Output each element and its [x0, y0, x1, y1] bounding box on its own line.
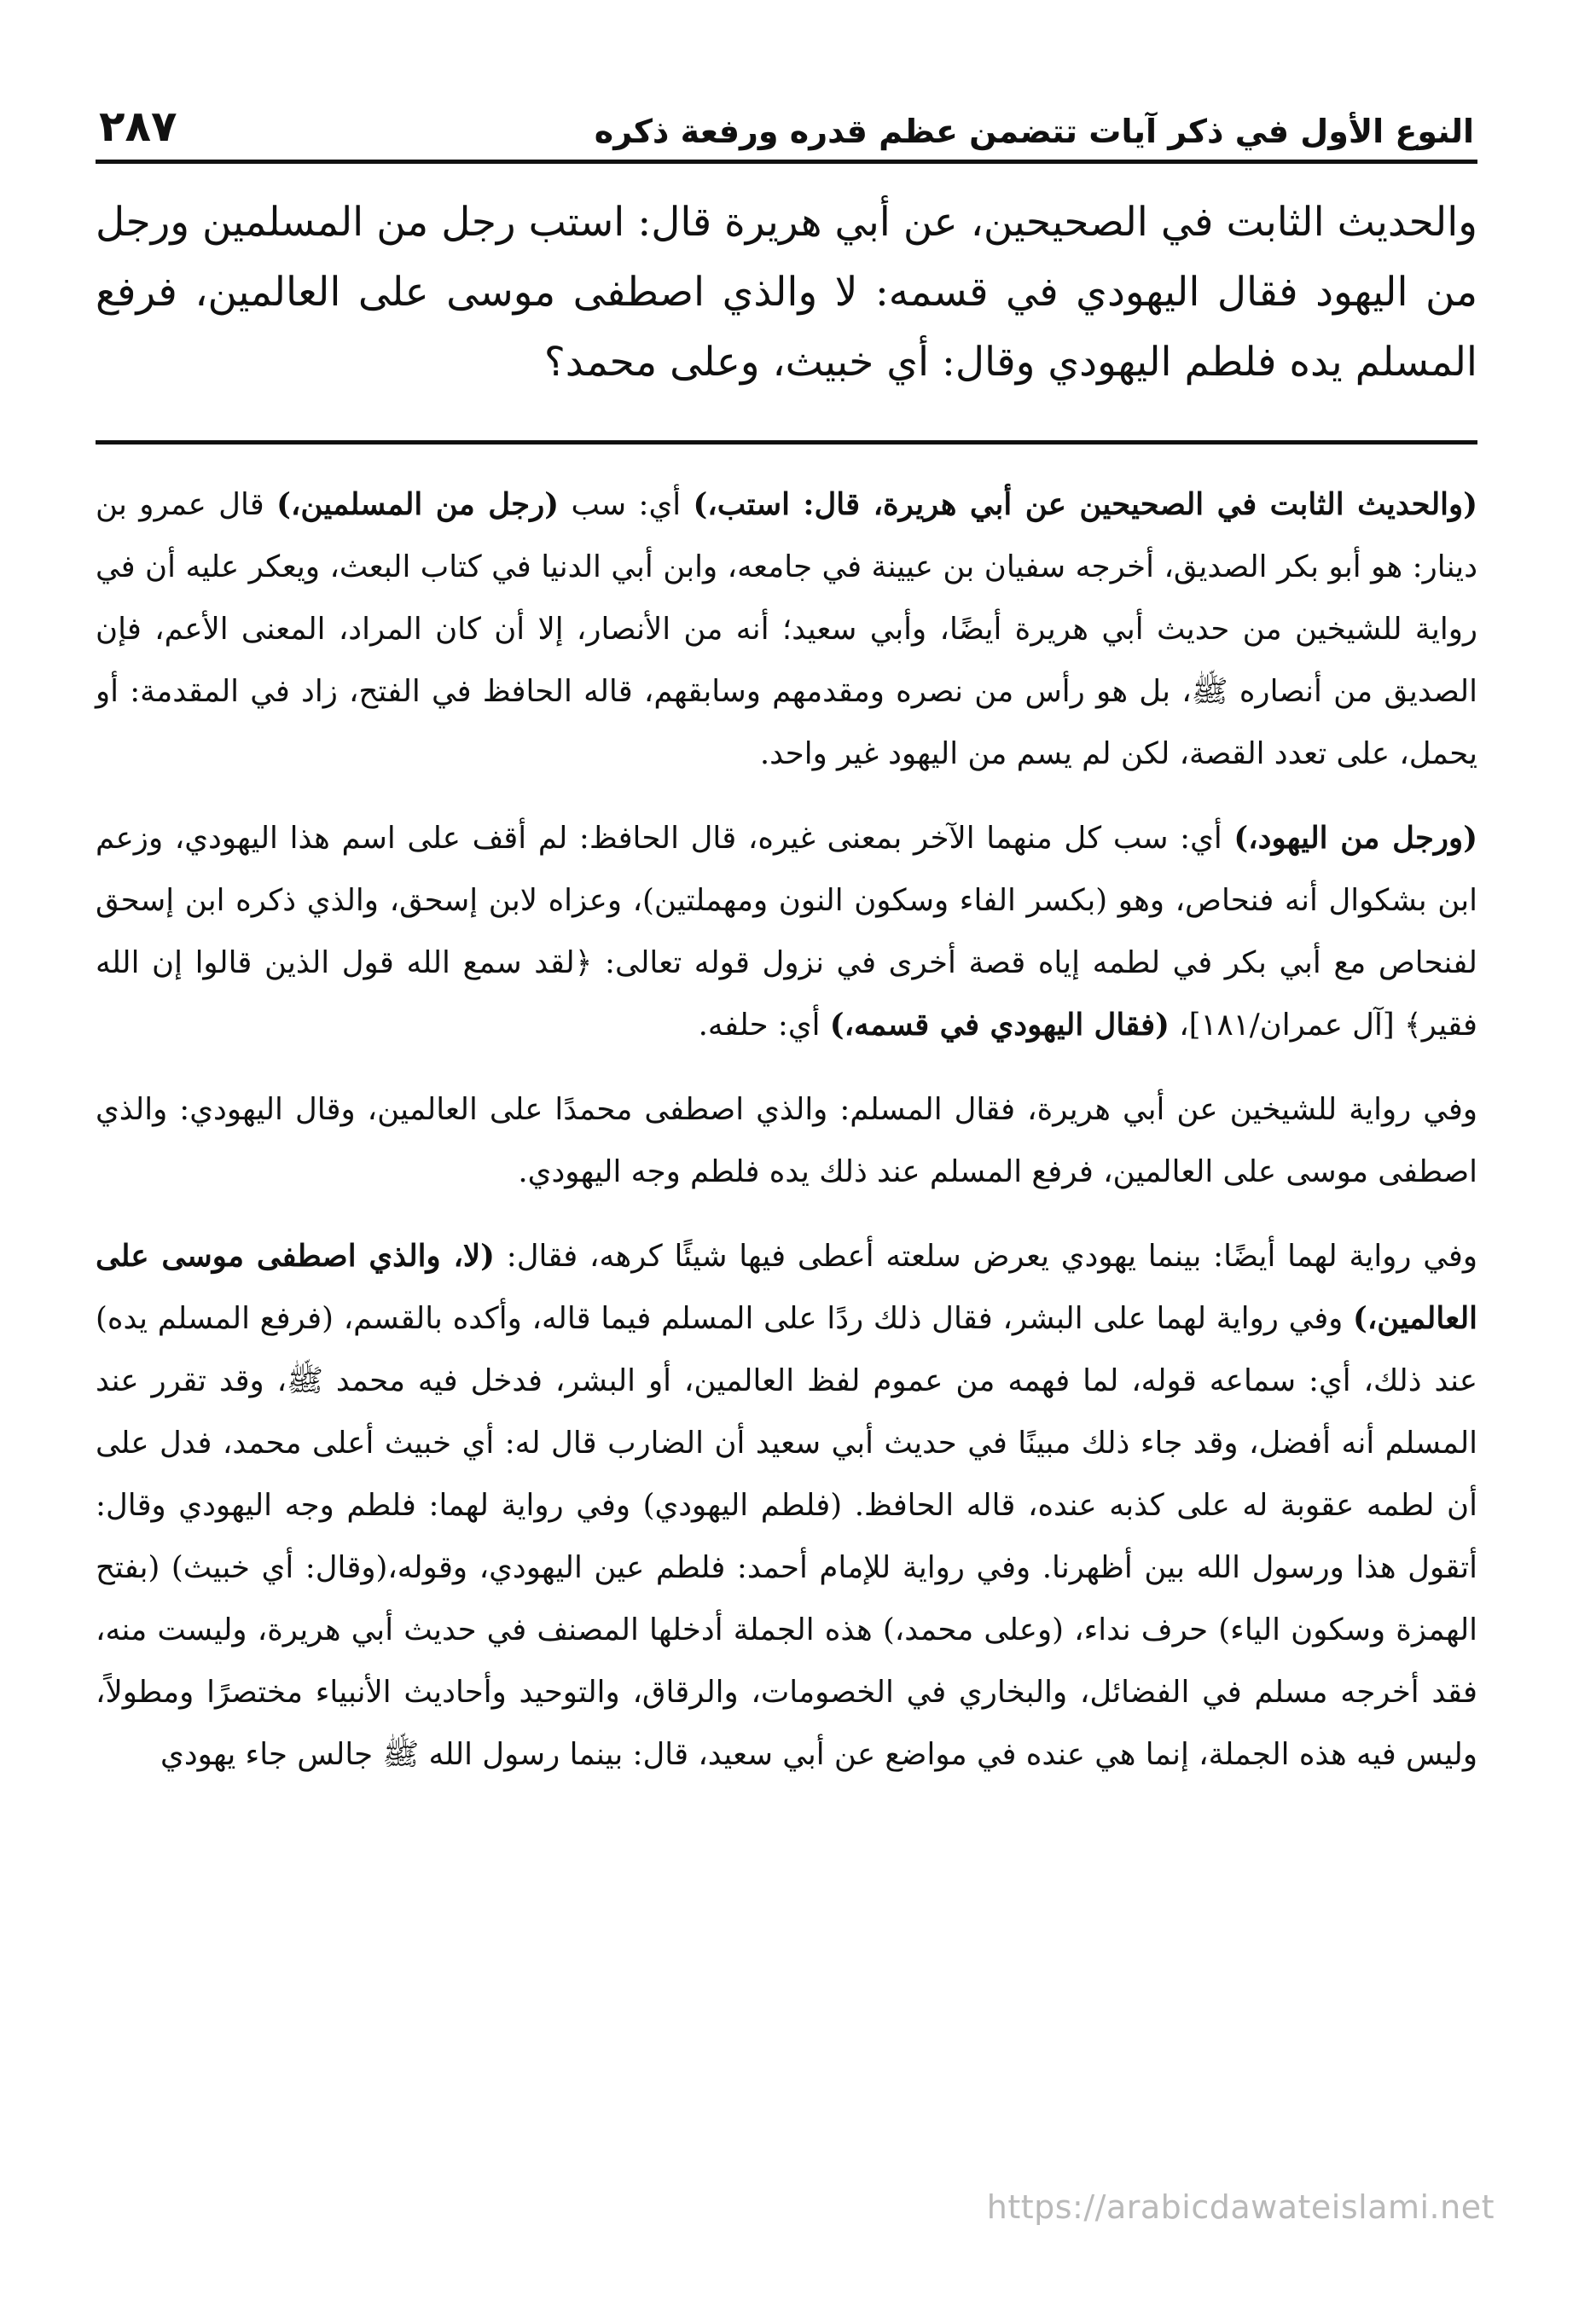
- quoted-lemma: (رجل من المسلمين،): [276, 487, 560, 522]
- commentary-paragraph: [96, 1078, 1477, 1203]
- quoted-lemma: (لا، والذي اصطفى موسى على العالمين،): [96, 1239, 1477, 1336]
- commentary-paragraph: [96, 807, 1477, 1056]
- chapter-title: النوع الأول في ذكر آيات تتضمن عظم قدره ورفعة ذكره: [594, 113, 1474, 150]
- page-number: ٢٨٧: [99, 102, 177, 151]
- commentary-text: أي: سب: [559, 487, 694, 522]
- commentary-text: وفي رواية لهما أيضًا: بينما يهودي يعرض سلعته أعطى فيها شيئًا كرهه، فقال:: [494, 1239, 1477, 1274]
- book-page: [96, 96, 1477, 2228]
- commentary-text: قال عمرو بن دينار: هو أبو بكر الصديق، أخرجه سفيان بن عيينة في جامعه، وابن أبي الدنيا في كتاب البعث، ويعكر عليه أن في رواية للشيخين من حديث أبي هريرة أيضًا، وأبي سعيد؛ أنه من الأنصار، إلا أن كان المراد، المعنى الأعم، فإن الصديق من أنصاره ﷺ، بل هو رأس من نصره ومقدمهم وسابقهم، قاله الحافظ في الفتح، زاد في المقدمة: أو يحمل، على تعدد القصة، لكن لم يسم من اليهود غير واحد.: [96, 487, 1477, 771]
- quoted-lemma: (فقال اليهودي في قسمه،): [829, 1008, 1170, 1043]
- commentary-paragraph: [96, 474, 1477, 785]
- quoted-lemma: (ورجل من اليهود،): [1233, 821, 1477, 856]
- watermark-url: https://arabicdawateislami.net: [986, 2188, 1495, 2226]
- commentary-text: أي: سب كل منهما الآخر بمعنى غيره، قال الحافظ: لم أقف على اسم هذا اليهودي، وزعم ابن بشكوال أنه فنحاص، وهو (بكسر الفاء وسكون النون ومهملتين)، وعزاه لابن إسحق، والذي ذكره ابن إسحق لفنحاص مع أبي بكر في لطمه إياه قصة أخرى في نزول قوله تعالى: ﴿لقد سمع الله قول الذين قالوا إن الله فقير﴾ [آل عمران/١٨١]،: [96, 821, 1477, 1043]
- commentary-paragraph: [96, 1225, 1477, 1786]
- commentary-text: أي: حلفه.: [698, 1008, 830, 1043]
- commentary-text: وفي رواية لهما على البشر، فقال ذلك ردًا على المسلم فيما قاله، وأكده بالقسم، (فرفع المسلم يده) عند ذلك، أي: سماعه قوله، لما فهمه من عموم لفظ العالمين، أو البشر، فدخل فيه محمد ﷺ، وقد تقرر عند المسلم أنه أفضل، وقد جاء ذلك مبينًا في حديث أبي سعيد أن الضارب قال له: أي خبيث أعلى محمد، فدل على أن لطمه عقوبة له على كذبه عنده، قاله الحافظ. (فلطم اليهودي) وفي رواية لهما: فلطم وجه اليهودي وقال: أتقول هذا ورسول الله بين أظهرنا. وفي رواية للإمام أحمد: فلطم عين اليهودي، وقوله،(وقال: أي خبيث) (بفتح الهمزة وسكون الياء) حرف نداء، (وعلى محمد،) هذه الجملة أدخلها المصنف في حديث أبي هريرة، وليست منه، فقد أخرجه مسلم في الفضائل، والبخاري في الخصومات، والرقاق، والتوحيد وأحاديث الأنبياء مختصرًا ومطولاً، وليس فيه هذه الجملة، إنما هي عنده في مواضع عن أبي سعيد، قال: بينما رسول الله ﷺ جالس جاء يهودي: [96, 1301, 1477, 1772]
- matn-text: والحديث الثابت في الصحيحين، عن أبي هريرة قال: استب رجل من المسلمين ورجل من اليهود فقال اليهودي في قسمه: لا والذي اصطفى موسى على العالمين، فرفع المسلم يده فلطم اليهودي وقال: أي خبيث، وعلى محمد؟: [96, 199, 1477, 386]
- quoted-lemma: (والحديث الثابت في الصحيحين عن أبي هريرة، قال: استب،): [693, 487, 1477, 522]
- commentary: [96, 474, 1477, 1786]
- section-divider: [96, 440, 1477, 444]
- running-header: [96, 96, 1477, 164]
- commentary-text: وفي رواية للشيخين عن أبي هريرة، فقال المسلم: والذي اصطفى محمدًا على العالمين، وقال اليهودي: والذي اصطفى موسى على العالمين، فرفع المسلم عند ذلك يده فلطم وجه اليهودي.: [96, 1092, 1477, 1189]
